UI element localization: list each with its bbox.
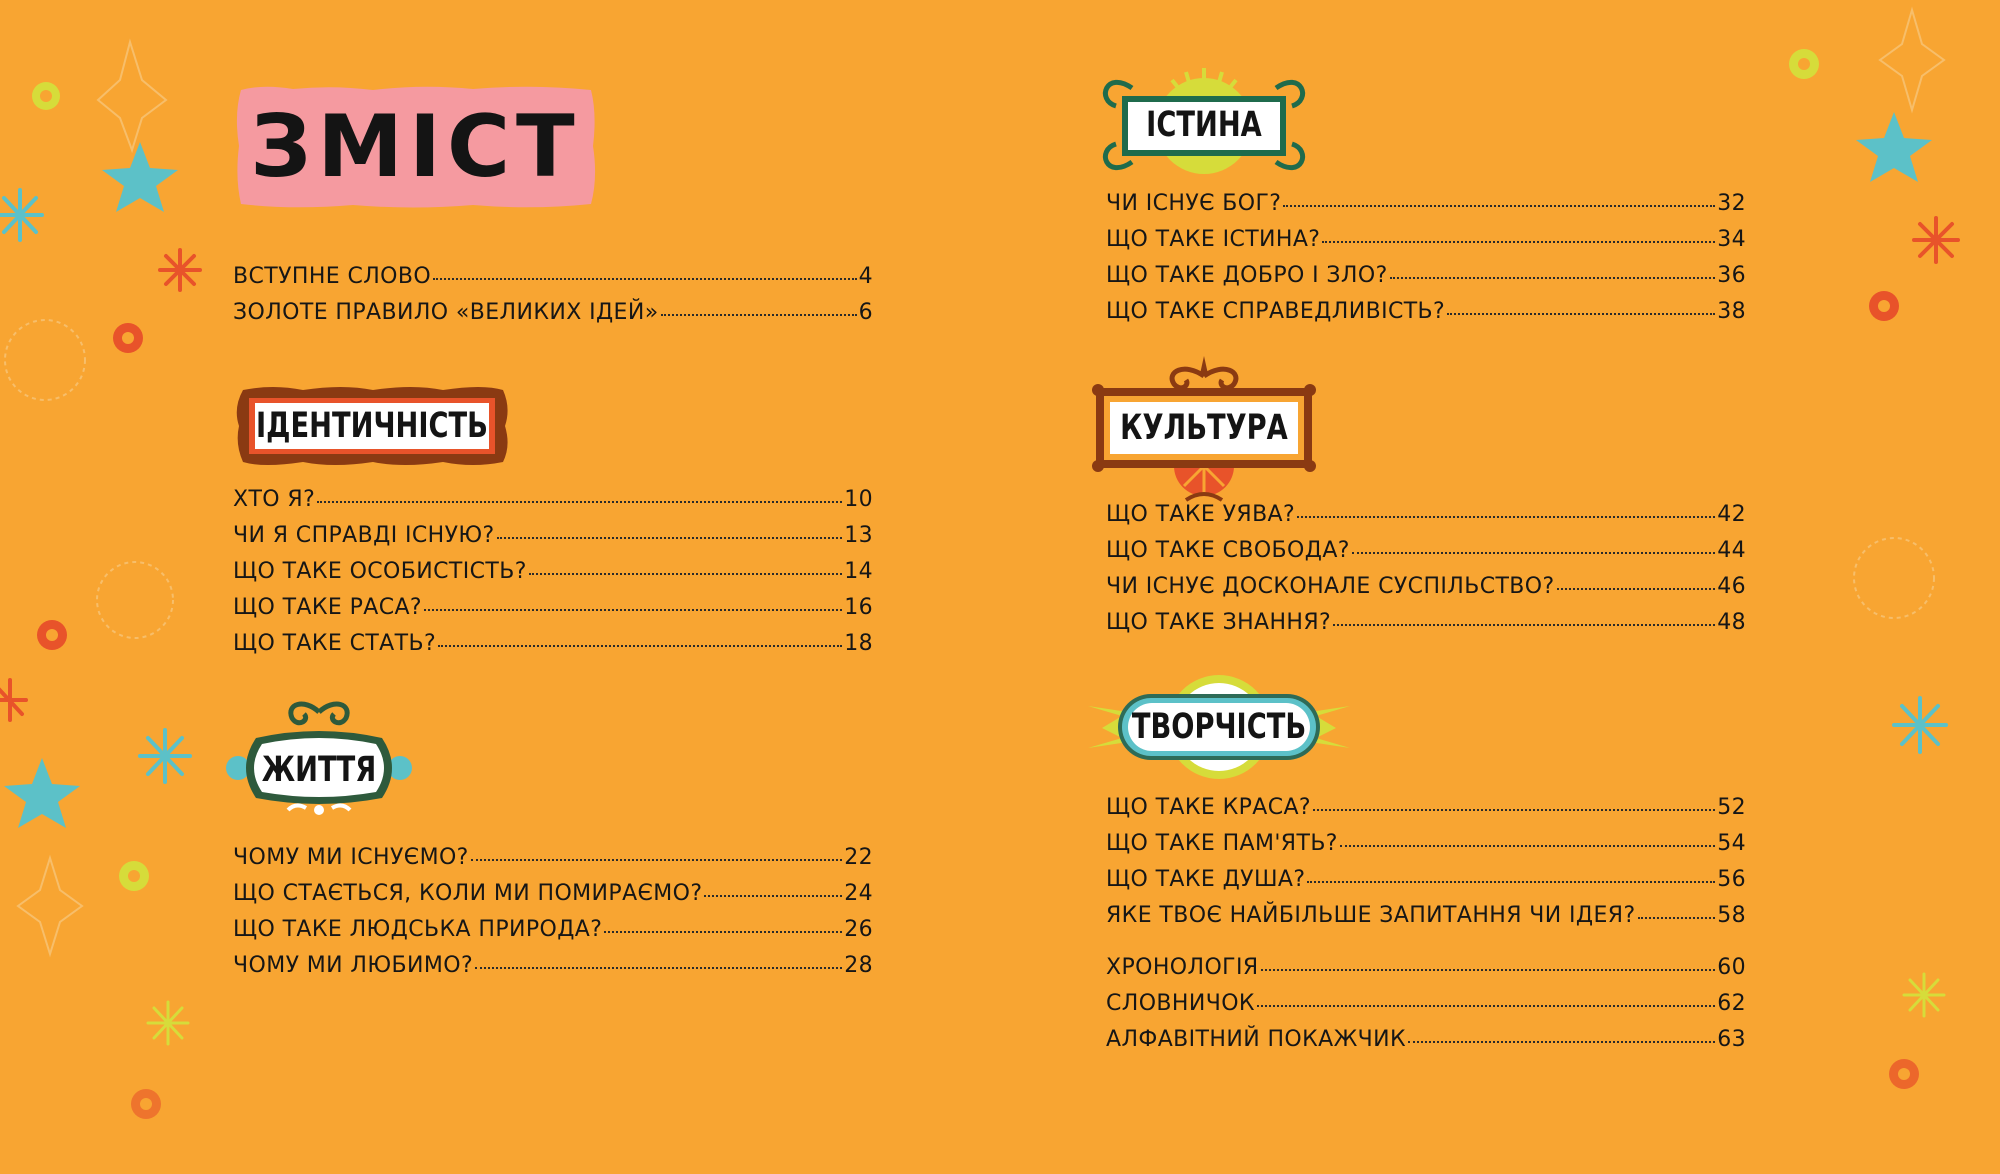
circle-icon <box>1789 49 1819 79</box>
star-icon <box>4 758 80 828</box>
dot-leader <box>1313 809 1715 811</box>
toc-entry-page: 32 <box>1717 191 1746 216</box>
toc-entry[interactable] <box>1106 867 1746 903</box>
toc-entry[interactable] <box>1106 795 1746 831</box>
toc-entry[interactable] <box>233 595 873 631</box>
toc-entry-title: ХРОНОЛОГІЯ <box>1106 955 1259 980</box>
toc-entry-title: ЩО ТАКЕ КРАСА? <box>1106 795 1311 820</box>
dot-leader <box>433 278 856 280</box>
toc-entry-title: ЩО ТАКЕ ПАМ'ЯТЬ? <box>1106 831 1338 856</box>
toc-entry[interactable] <box>233 300 873 336</box>
section-badge-creativity <box>1088 672 1350 782</box>
toc-entry[interactable] <box>233 917 873 953</box>
toc-entry[interactable] <box>1106 903 1746 939</box>
section-label: ІДЕНТИЧНІСТЬ <box>256 406 488 446</box>
diamond-outline-icon <box>18 858 82 954</box>
dot-leader <box>661 314 857 316</box>
page-title-badge <box>233 84 598 210</box>
toc-entry-title: ЩО ТАКЕ СВОБОДА? <box>1106 538 1350 563</box>
toc-entry-page: 44 <box>1717 538 1746 563</box>
dot-leader <box>438 645 842 647</box>
toc-entry[interactable] <box>1106 299 1746 335</box>
circle-icon <box>1869 291 1899 321</box>
toc-entry-title: ЯКЕ ТВОЄ НАЙБІЛЬШЕ ЗАПИТАННЯ ЧИ ІДЕЯ? <box>1106 903 1636 928</box>
star-icon <box>102 142 178 212</box>
toc-entry[interactable] <box>1106 502 1746 538</box>
asterisk-icon <box>1914 218 1958 262</box>
toc-entry[interactable] <box>1106 610 1746 646</box>
toc-entry-title: СЛОВНИЧОК <box>1106 991 1255 1016</box>
toc-entry[interactable] <box>233 881 873 917</box>
section-badge-life <box>226 698 412 822</box>
toc-entry[interactable] <box>233 487 873 523</box>
toc-entry-title: ЧОМУ МИ ЛЮБИМО? <box>233 953 474 978</box>
dot-leader <box>1261 969 1716 971</box>
toc-entry-page: 10 <box>844 487 873 512</box>
asterisk-icon <box>160 250 200 290</box>
toc-truth-list <box>1106 191 1746 335</box>
section-label: КУЛЬТУРА <box>1120 408 1288 448</box>
toc-entry-page: 26 <box>844 917 873 942</box>
diamond-outline-icon <box>98 42 166 150</box>
toc-entry-title: ЧОМУ МИ ІСНУЄМО? <box>233 845 469 870</box>
toc-identity-list <box>233 487 873 667</box>
circle-icon <box>131 1089 161 1119</box>
toc-entry-title: ХТО Я? <box>233 487 316 512</box>
circle-icon <box>113 323 143 353</box>
dot-leader <box>1340 845 1715 847</box>
dot-leader <box>1283 205 1715 207</box>
section-badge-truth <box>1102 66 1306 184</box>
toc-entry-title: ЩО ТАКЕ ДУША? <box>1106 867 1306 892</box>
sparkle-icon <box>140 730 190 782</box>
toc-intro-list <box>233 264 873 336</box>
toc-entry-page: 16 <box>844 595 873 620</box>
toc-entry-page: 48 <box>1717 610 1746 635</box>
toc-entry[interactable] <box>233 953 873 989</box>
dot-leader <box>1297 516 1715 518</box>
toc-entry-page: 52 <box>1717 795 1746 820</box>
dot-leader <box>1557 588 1716 590</box>
sparkle-icon <box>0 190 42 240</box>
circle-icon <box>119 861 149 891</box>
section-badge-identity <box>233 384 511 468</box>
dot-leader <box>1447 313 1715 315</box>
toc-entry-title: ЩО ТАКЕ ЗНАННЯ? <box>1106 610 1332 635</box>
toc-entry-title: ЩО ТАКЕ РАСА? <box>233 595 422 620</box>
toc-entry-page: 58 <box>1717 903 1746 928</box>
circle-icon <box>37 620 67 650</box>
dot-leader <box>1352 552 1715 554</box>
circle-icon <box>32 82 60 110</box>
toc-entry[interactable] <box>1106 1027 1746 1063</box>
toc-entry[interactable] <box>1106 831 1746 867</box>
sparkle-icon <box>148 1002 188 1044</box>
toc-entry[interactable] <box>1106 538 1746 574</box>
toc-entry-title: ЩО ТАКЕ ЛЮДСЬКА ПРИРОДА? <box>233 917 603 942</box>
section-label: ІСТИНА <box>1146 105 1262 145</box>
toc-entry-title: ЧИ ІСНУЄ БОГ? <box>1106 191 1282 216</box>
dot-leader <box>1307 881 1715 883</box>
toc-entry-page: 24 <box>844 881 873 906</box>
dot-leader <box>1638 917 1716 919</box>
toc-entry-page: 34 <box>1717 227 1746 252</box>
star-icon <box>1856 112 1932 182</box>
toc-culture-list <box>1106 502 1746 646</box>
circle-icon <box>1854 538 1934 618</box>
toc-entry-title: ЧИ ІСНУЄ ДОСКОНАЛЕ СУСПІЛЬСТВО? <box>1106 574 1555 599</box>
toc-entry[interactable] <box>1106 574 1746 610</box>
toc-entry-page: 56 <box>1717 867 1746 892</box>
toc-entry-page: 22 <box>844 845 873 870</box>
sparkle-icon <box>1894 698 1946 752</box>
toc-entry-page: 4 <box>858 264 873 289</box>
toc-entry-title: ЩО ТАКЕ СТАТЬ? <box>233 631 437 656</box>
toc-entry-page: 63 <box>1717 1027 1746 1052</box>
dot-leader <box>424 609 842 611</box>
dot-leader <box>604 931 842 933</box>
toc-entry-title: ЗОЛОТЕ ПРАВИЛО «ВЕЛИКИХ ІДЕЙ» <box>233 300 659 325</box>
toc-entry-page: 42 <box>1717 502 1746 527</box>
circle-icon <box>1889 1059 1919 1089</box>
toc-entry-title: ЩО ТАКЕ УЯВА? <box>1106 502 1296 527</box>
toc-entry-page: 60 <box>1717 955 1746 980</box>
toc-entry[interactable] <box>1106 263 1746 299</box>
toc-entry-page: 54 <box>1717 831 1746 856</box>
dot-leader <box>1257 1005 1715 1007</box>
toc-entry-page: 38 <box>1717 299 1746 324</box>
page-title: ЗМІСТ <box>250 97 581 197</box>
toc-creativity-list <box>1106 795 1746 939</box>
toc-appendix-list <box>1106 955 1746 1063</box>
toc-entry[interactable] <box>233 559 873 595</box>
circle-icon <box>5 320 85 400</box>
toc-entry[interactable] <box>1106 955 1746 991</box>
toc-entry[interactable] <box>1106 191 1746 227</box>
toc-entry-page: 46 <box>1717 574 1746 599</box>
toc-entry-title: ЩО СТАЄТЬСЯ, КОЛИ МИ ПОМИРАЄМО? <box>233 881 703 906</box>
toc-entry-title: ЩО ТАКЕ ДОБРО І ЗЛО? <box>1106 263 1388 288</box>
circle-icon <box>97 562 173 638</box>
dot-leader <box>475 967 842 969</box>
dot-leader <box>704 895 842 897</box>
toc-entry-page: 18 <box>844 631 873 656</box>
asterisk-icon <box>0 680 26 720</box>
toc-entry-title: АЛФАВІТНИЙ ПОКАЖЧИК <box>1106 1027 1407 1052</box>
toc-entry-page: 6 <box>858 300 873 325</box>
dot-leader <box>497 537 843 539</box>
toc-entry[interactable] <box>233 845 873 881</box>
dot-leader <box>1390 277 1716 279</box>
toc-entry[interactable] <box>233 631 873 667</box>
dot-leader <box>1408 1041 1715 1043</box>
toc-entry-page: 62 <box>1717 991 1746 1016</box>
toc-entry-title: ЩО ТАКЕ ОСОБИСТІСТЬ? <box>233 559 527 584</box>
dot-leader <box>1333 624 1715 626</box>
toc-entry-title: ЩО ТАКЕ СПРАВЕДЛИВІСТЬ? <box>1106 299 1446 324</box>
toc-entry-title: ВСТУПНЕ СЛОВО <box>233 264 432 289</box>
section-badge-culture <box>1094 352 1314 504</box>
toc-life-list <box>233 845 873 989</box>
diamond-outline-icon <box>1880 10 1944 110</box>
toc-entry-page: 14 <box>844 559 873 584</box>
toc-entry-title: ЧИ Я СПРАВДІ ІСНУЮ? <box>233 523 495 548</box>
section-label: ЖИТТЯ <box>261 750 377 790</box>
dot-leader <box>317 501 842 503</box>
toc-entry-page: 28 <box>844 953 873 978</box>
sparkle-icon <box>1904 974 1944 1016</box>
dot-leader <box>471 859 842 861</box>
toc-entry-page: 13 <box>844 523 873 548</box>
dot-leader <box>529 573 842 575</box>
toc-entry-title: ЩО ТАКЕ ІСТИНА? <box>1106 227 1321 252</box>
toc-entry[interactable] <box>233 264 873 300</box>
toc-entry[interactable] <box>233 523 873 559</box>
toc-entry[interactable] <box>1106 991 1746 1027</box>
dot-leader <box>1322 241 1715 243</box>
section-label: ТВОРЧІСТЬ <box>1131 707 1307 747</box>
toc-entry-page: 36 <box>1717 263 1746 288</box>
toc-entry[interactable] <box>1106 227 1746 263</box>
